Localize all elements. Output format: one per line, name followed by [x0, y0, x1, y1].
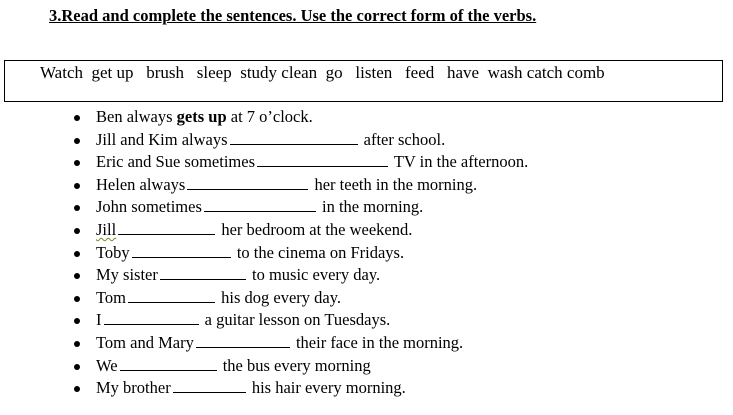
sentence-item-5: [0, 196, 528, 219]
bullet-icon: [74, 273, 80, 279]
answer-blank[interactable]: [230, 130, 358, 145]
sentence-item-11: [0, 332, 528, 355]
answer-blank[interactable]: [173, 378, 246, 393]
bullet-icon: [74, 160, 80, 166]
sentence-text-after: at 7 o’clock.: [226, 107, 313, 126]
sentence-text-after: to music every day.: [247, 265, 381, 285]
answer-blank[interactable]: [120, 356, 217, 371]
sentence-item-9: [0, 287, 528, 310]
answer-blank[interactable]: [132, 243, 231, 258]
answer-blank[interactable]: [160, 265, 246, 280]
sentence-example-answer: gets up: [176, 107, 227, 126]
sentence-text-before: Jill: [96, 219, 117, 239]
bullet-icon: [74, 341, 80, 347]
sentence-text-before: Toby: [96, 242, 130, 262]
answer-blank[interactable]: [104, 310, 199, 325]
sentence-text-before: I: [96, 310, 102, 330]
sentence-text-before: Ben always: [96, 107, 177, 126]
bullet-icon: [74, 183, 80, 189]
answer-blank[interactable]: [118, 220, 215, 235]
bullet-icon: [74, 296, 80, 302]
answer-blank[interactable]: [204, 197, 316, 212]
sentence-item-4: [0, 174, 528, 197]
sentence-text-before: Jill and Kim always: [96, 129, 228, 149]
sentence-text-before: My sister: [96, 265, 158, 285]
sentence-item-8: [0, 264, 528, 287]
bullet-icon: [74, 386, 80, 392]
sentence-text-after: to the cinema on Fridays.: [232, 242, 405, 262]
answer-blank[interactable]: [128, 288, 215, 303]
sentence-text-after: the bus every morning: [218, 355, 371, 375]
sentence-text-after: her teeth in the morning.: [310, 174, 478, 194]
sentence-text-after: TV in the afternoon.: [390, 152, 529, 172]
sentence-text-before: John sometimes: [96, 197, 202, 217]
sentence-text-before: Helen always: [96, 174, 186, 194]
sentence-text-before: Eric and Sue sometimes: [96, 152, 256, 172]
sentence-item-2: [0, 129, 528, 152]
sentence-item-1: [0, 106, 528, 129]
word-bank-box: [4, 60, 723, 102]
sentence-text-after: after school.: [359, 129, 446, 149]
sentence-item-3: [0, 151, 528, 174]
sentence-text-before: My brother: [96, 378, 171, 398]
sentence-item-12: [0, 355, 528, 378]
bullet-icon: [74, 115, 80, 121]
bullet-icon: [74, 251, 80, 257]
exercise-title: 3.Read and complete the sentences. Use the correct form of the verbs.: [49, 6, 537, 25]
sentence-text-before: We: [96, 355, 118, 375]
answer-blank[interactable]: [196, 333, 290, 348]
bullet-icon: [74, 318, 80, 324]
answer-blank[interactable]: [257, 152, 388, 167]
bullet-icon: [74, 364, 80, 370]
bullet-icon: [74, 205, 80, 211]
sentence-text-after: his hair every morning.: [247, 378, 406, 398]
sentence-item-10: [0, 309, 528, 332]
sentence-text-after: her bedroom at the weekend.: [217, 219, 413, 239]
sentence-item-13: [0, 377, 528, 400]
sentence-text-before: Tom: [96, 287, 127, 307]
sentence-text-before: Tom and Mary: [96, 332, 194, 352]
bullet-icon: [74, 228, 80, 234]
bullet-icon: [74, 138, 80, 144]
sentence-item-7: [0, 242, 528, 265]
sentence-text-after: their face in the morning.: [291, 332, 464, 352]
sentence-text-after: his dog every day.: [217, 287, 342, 307]
sentence-text-after: in the morning.: [317, 197, 424, 217]
sentence-item-6: [0, 219, 528, 242]
word-bank-text: Watch get up brush sleep study clean go listen feed have wash catch comb: [40, 63, 605, 82]
sentence-list: [0, 106, 528, 400]
sentence-text-after: a guitar lesson on Tuesdays.: [200, 310, 391, 330]
answer-blank[interactable]: [187, 175, 308, 190]
